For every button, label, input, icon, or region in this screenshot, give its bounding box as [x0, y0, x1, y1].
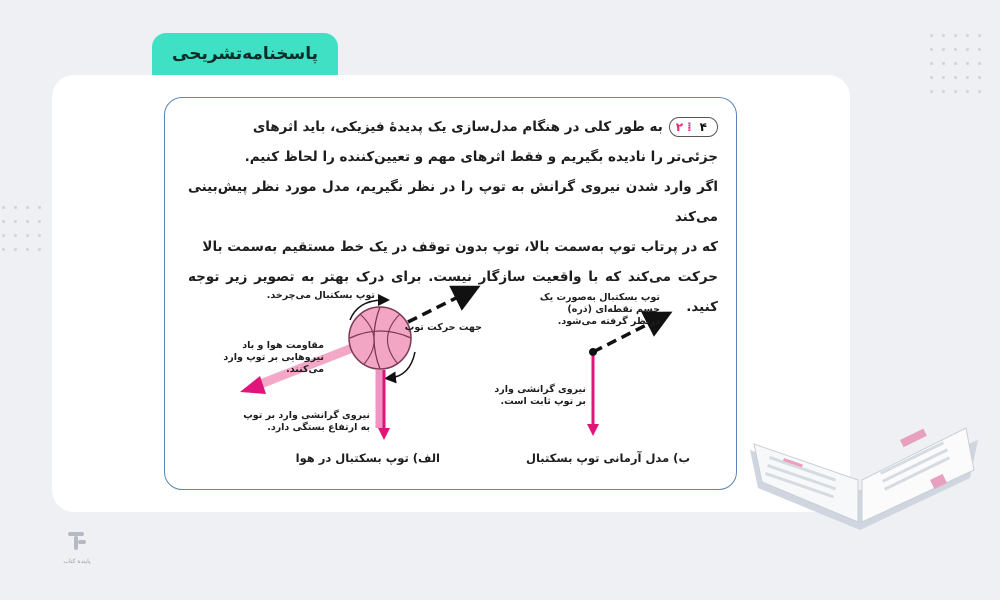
caption-right: ب) مدل آرمانی توپ بسکتبال [526, 451, 690, 465]
difficulty-mark: ۲ [675, 120, 684, 134]
brand-logo-text: پاینده کتاب [63, 558, 91, 565]
answer-key-tag: پاسخنامه‌تشریحی [152, 33, 338, 75]
label-direction: جهت حرکت توپ [404, 322, 482, 333]
brand-logo-icon [64, 530, 90, 552]
brand-logo [60, 530, 94, 565]
gravity-arrow-right [587, 356, 599, 436]
label-gravity-right: نیروی گرانشی وارد بر توپ ثابت است. [494, 384, 586, 407]
open-book-illustration [740, 380, 990, 550]
label-gravity-left: نیروی گرانشی وارد بر توپ به ارتفاع بستگی دارد. [243, 410, 370, 433]
text-line-1: به طور کلی در هنگام مدل‌سازی یک پدیدهٔ فیزیکی، باید اثرهای [252, 119, 663, 135]
text-line-4: که در پرتاب توپ به‌سمت بالا، توپ بدون توقف در یک خط مستقیم به‌سمت بالا [202, 239, 718, 255]
motion-direction-arrow [408, 292, 468, 322]
label-spin: توپ بسکتبال می‌چرخد. [266, 290, 375, 301]
gravity-arrow-left [378, 370, 390, 440]
question-number: ۴ [699, 120, 707, 134]
question-number-badge [669, 117, 718, 137]
text-line-5: حرکت می‌کند که با واقعیت سازگار نیست. برای درک بهتر به تصویر زیر توجه کنید. [188, 269, 718, 315]
difficulty-icon: ⁞ [687, 120, 692, 134]
label-point-particle: توپ بسکتبال به‌صورت یک جسم نقطه‌ای (ذره) درنظر گرفته می‌شود. [539, 292, 660, 327]
caption-left: الف) توپ بسکتبال در هوا [295, 451, 440, 465]
text-line-3: اگر وارد شدن نیروی گرانش به توپ را در نظر نگیریم، مدل مورد نظر پیش‌بینی می‌کند [188, 179, 718, 225]
label-air-resistance: مقاومت هوا و باد نیروهایی بر توپ وارد می‌کنند. [223, 340, 324, 375]
text-line-2: جزئی‌تر را نادیده بگیریم و فقط اثرهای مهم و تعیین‌کننده را لحاظ کنیم. [244, 149, 718, 165]
basketball-icon [349, 307, 411, 369]
